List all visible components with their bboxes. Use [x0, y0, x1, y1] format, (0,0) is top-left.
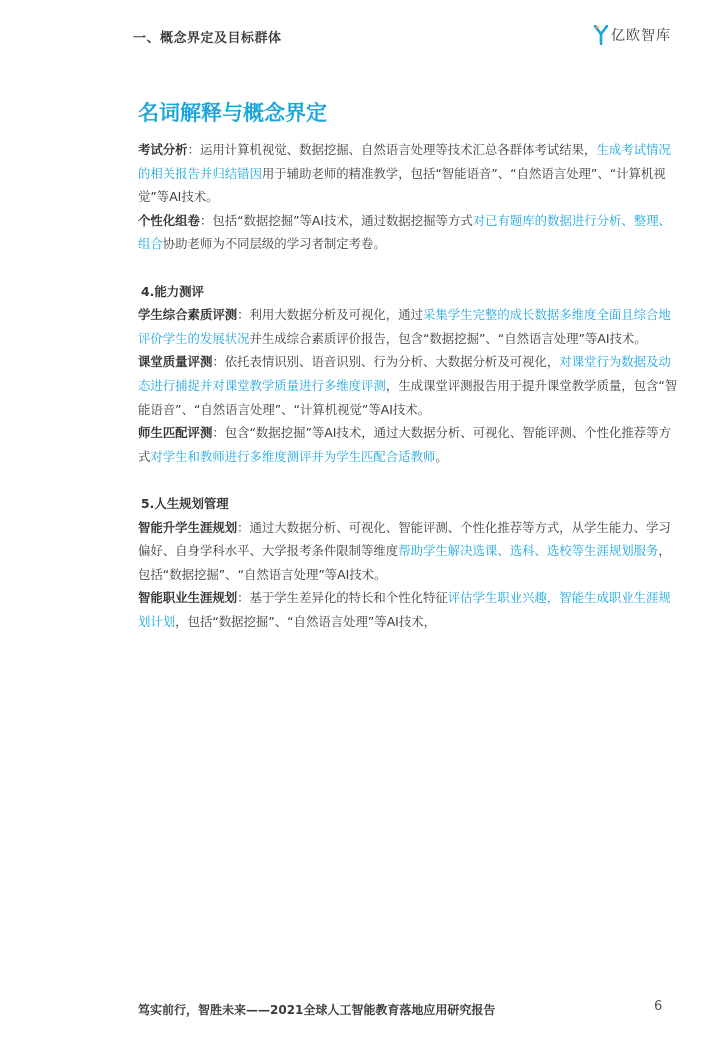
text: ：运用计算机视觉、数据挖掘、自然语言处理等技术汇总各群体考试结果，	[187, 142, 597, 157]
paragraph	[138, 516, 682, 587]
term: 课堂质量评测	[138, 354, 213, 370]
footer-title: 笃实前行，智胜未来——2021全球人工智能教育落地应用研究报告	[138, 1003, 496, 1017]
highlight: 帮助学生解决选课、选科、选校等生涯规划服务	[398, 543, 659, 559]
text: ：利用大数据分析及可视化，通过	[237, 307, 423, 323]
text: ：包含“数据挖掘”等AI技术，通过大数据分析、可视化、智能评测、个性化推荐等方式	[138, 425, 671, 464]
paragraph	[138, 138, 682, 209]
header-title: 一、概念界定及目标群体	[133, 31, 282, 46]
highlight: 对课堂行为数据及动态进行捕捉并对课堂教学质量进行多维度评测	[138, 354, 671, 393]
page-number: 6	[654, 999, 663, 1014]
section-heading: 4.能力测评	[141, 283, 204, 299]
paragraph	[138, 350, 682, 421]
text: ：包括“数据挖掘”等AI技术，通过数据挖掘等方式	[199, 212, 473, 228]
page-heading: 名词解释与概念界定	[138, 101, 327, 125]
term: 个性化组卷	[138, 212, 200, 228]
text: ：依托表情识别、语音识别、行为分析、大数据分析及可视化，	[212, 354, 560, 370]
highlight: 对学生和教师进行多维度测评并为学生匹配合适教师	[150, 448, 436, 464]
logo-text: 亿欧智库	[611, 28, 671, 44]
logo-mark-icon	[594, 25, 608, 45]
spacer	[138, 256, 682, 280]
paragraph	[138, 586, 682, 633]
paragraph	[138, 209, 682, 256]
term: 智能职业生涯规划	[138, 590, 238, 606]
text: ，生成课堂评测报告用于提升课堂教学质量，包含“智能语音”、“自然语言处理”、“计算机视觉”等AI技术。	[138, 377, 678, 417]
highlight: 生成考试情况的相关报告并归结错因	[138, 142, 671, 181]
highlight: 对已有题库的数据进行分析、整理、组合	[138, 212, 671, 252]
paragraph	[138, 421, 682, 468]
text: ，包括“数据挖掘”、“自然语言处理”等AI技术，	[175, 613, 437, 629]
paragraph	[138, 303, 682, 350]
term: 智能升学生涯规划	[138, 519, 238, 535]
term: 学生综合素质评测	[138, 307, 238, 323]
term: 师生匹配评测	[138, 425, 213, 441]
text: ：通过大数据分析、可视化、智能评测、个性化推荐等方式，从学生能力、学习偏好、自身学科水平、大学报考条件限制等维度	[138, 519, 671, 559]
term: 考试分析	[138, 142, 188, 157]
text: ：基于学生差异化的特长和个性化特征	[237, 590, 448, 606]
text: 。	[435, 448, 448, 464]
brand-logo	[594, 25, 671, 45]
highlight: 采集学生完整的成长数据多维度全面且综合地评价学生的发展状况	[138, 307, 671, 346]
text: 并生成综合素质评价报告，包含“数据挖掘”、“自然语言处理”等AI技术。	[249, 330, 647, 346]
spacer	[138, 468, 682, 492]
section-heading: 5.人生规划管理	[141, 495, 229, 511]
content	[138, 138, 682, 633]
text: 用于辅助老师的精准教学，包括“智能语音”、“自然语言处理”、“计算机视觉”等AI技术。	[138, 165, 666, 205]
text: 协助老师为不同层级的学习者制定考卷。	[162, 236, 386, 252]
highlight: 评估学生职业兴趣，智能生成职业生涯规划计划	[138, 590, 671, 629]
text: ，包括“数据挖掘”、“自然语言处理”等AI技术。	[138, 543, 671, 582]
